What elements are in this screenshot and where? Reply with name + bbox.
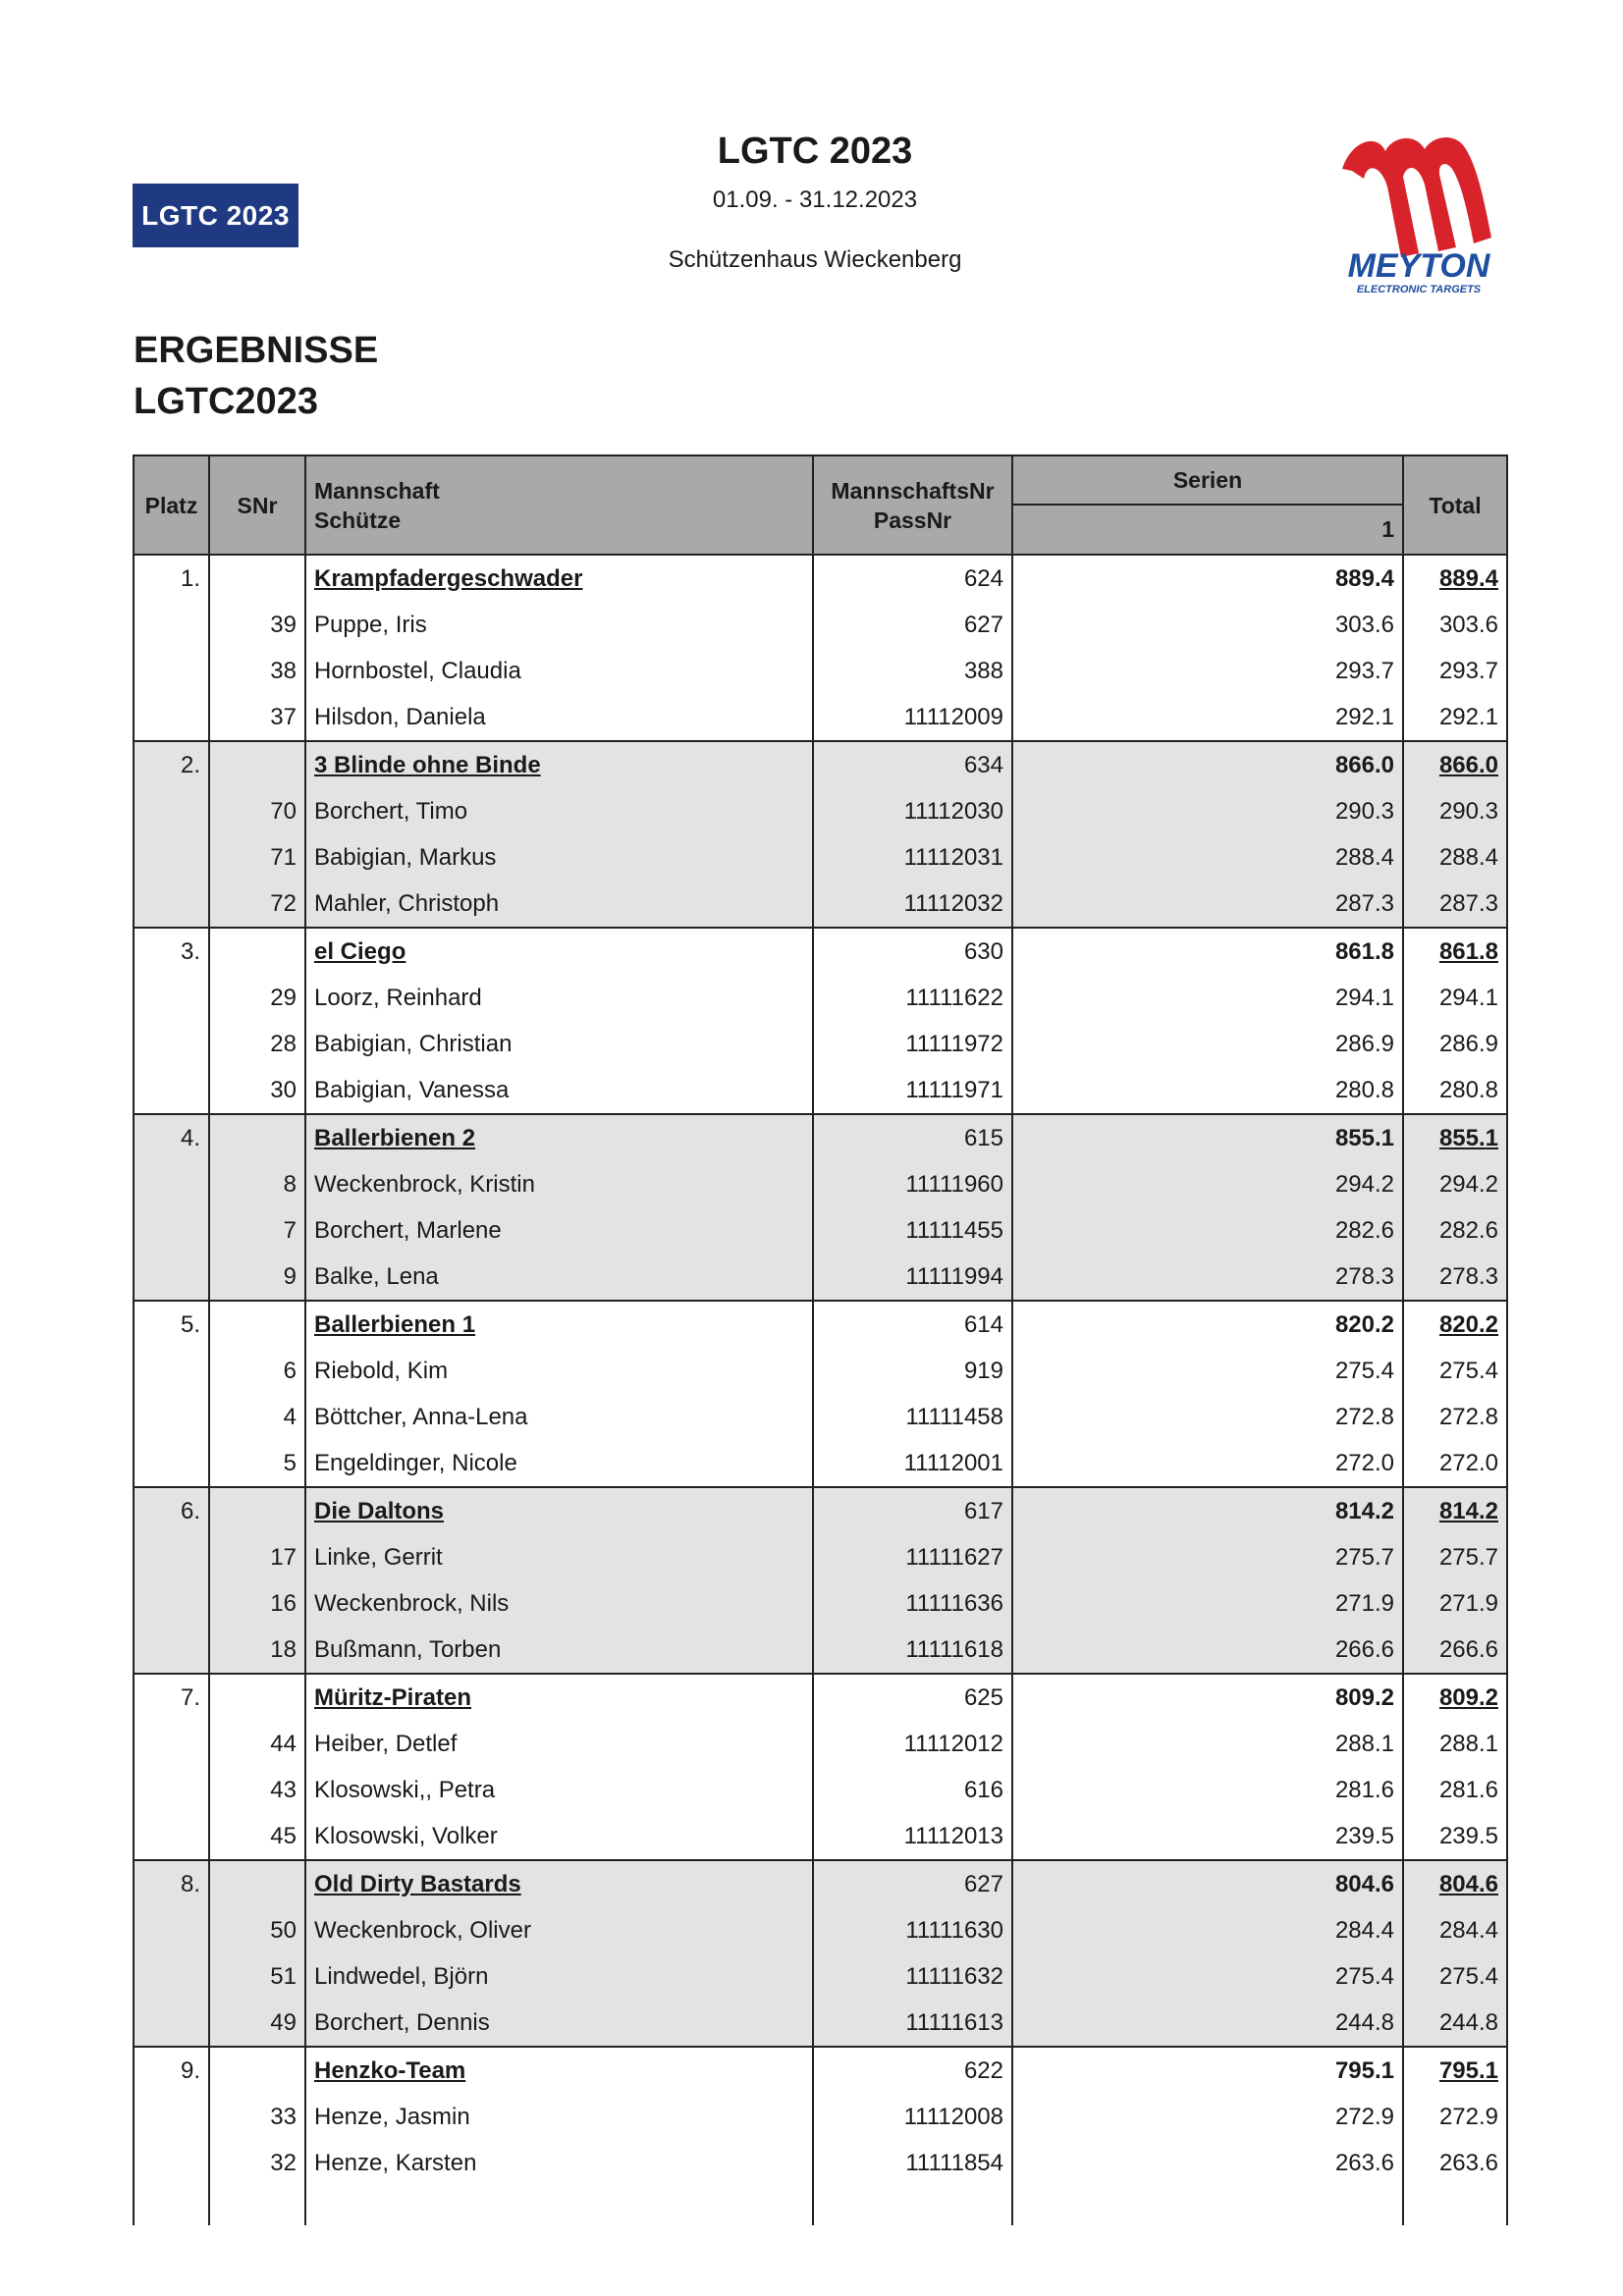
team-number: 617 <box>813 1487 1012 1534</box>
shooter-passnr: 388 <box>813 648 1012 694</box>
shooter-row <box>134 1348 1507 1394</box>
shooter-total: 272.8 <box>1403 1394 1507 1440</box>
shooter-row <box>134 1440 1507 1487</box>
shooter-passnr: 11111994 <box>813 1254 1012 1301</box>
shooter-snr: 37 <box>209 694 305 741</box>
shooter-serie: 292.1 <box>1012 694 1403 741</box>
shooter-total: 275.7 <box>1403 1534 1507 1580</box>
col-mannschaft-label: Mannschaft <box>314 477 440 504</box>
shooter-passnr: 11112031 <box>813 834 1012 881</box>
team-name-label: Henzko-Team <box>314 2056 466 2084</box>
shooter-serie: 266.6 <box>1012 1627 1403 1674</box>
team-row <box>134 1674 1507 1721</box>
shooter-row <box>134 1067 1507 1114</box>
shooter-platz <box>134 1534 209 1580</box>
team-name <box>305 928 813 975</box>
shooter-total: 271.9 <box>1403 1580 1507 1627</box>
team-serie: 855.1 <box>1012 1114 1403 1161</box>
team-serie: 866.0 <box>1012 741 1403 788</box>
shooter-serie: 286.9 <box>1012 1021 1403 1067</box>
shooter-serie: 239.5 <box>1012 1813 1403 1860</box>
shooter-name: Hilsdon, Daniela <box>305 694 813 741</box>
shooter-snr: 32 <box>209 2140 305 2186</box>
team-snr <box>209 1487 305 1534</box>
shooter-passnr: 11112030 <box>813 788 1012 834</box>
team-number: 625 <box>813 1674 1012 1721</box>
shooter-serie: 272.9 <box>1012 2094 1403 2140</box>
shooter-platz <box>134 1161 209 1207</box>
shooter-total: 294.1 <box>1403 975 1507 1021</box>
team-row <box>134 2047 1507 2094</box>
col-schuetze-label: Schütze <box>314 507 402 533</box>
shooter-row <box>134 648 1507 694</box>
shooter-row <box>134 1813 1507 1860</box>
team-platz: 4. <box>134 1114 209 1161</box>
team-snr <box>209 1301 305 1348</box>
shooter-snr: 4 <box>209 1394 305 1440</box>
shooter-name: Lindwedel, Björn <box>305 1953 813 2000</box>
shooter-passnr: 11112013 <box>813 1813 1012 1860</box>
shooter-snr: 33 <box>209 2094 305 2140</box>
col-platz: Platz <box>134 455 209 555</box>
team-total-value: 804.6 <box>1438 1870 1498 1897</box>
shooter-row <box>134 1721 1507 1767</box>
team-platz: 2. <box>134 741 209 788</box>
team-snr <box>209 741 305 788</box>
shooter-passnr: 11111960 <box>813 1161 1012 1207</box>
shooter-snr: 70 <box>209 788 305 834</box>
shooter-serie: 272.0 <box>1012 1440 1403 1487</box>
shooter-passnr: 11112012 <box>813 1721 1012 1767</box>
shooter-snr: 71 <box>209 834 305 881</box>
shooter-serie: 281.6 <box>1012 1767 1403 1813</box>
team-platz: 7. <box>134 1674 209 1721</box>
spacer-cell <box>209 2186 305 2225</box>
team-total <box>1403 1487 1507 1534</box>
shooter-row <box>134 1627 1507 1674</box>
shooter-name: Puppe, Iris <box>305 602 813 648</box>
team-name-label: 3 Blinde ohne Binde <box>314 751 541 778</box>
shooter-platz <box>134 975 209 1021</box>
shooter-name: Borchert, Marlene <box>305 1207 813 1254</box>
team-row <box>134 1487 1507 1534</box>
team-name-label: Müritz-Piraten <box>314 1683 472 1711</box>
shooter-platz <box>134 694 209 741</box>
team-row <box>134 1301 1507 1348</box>
shooter-platz <box>134 1348 209 1394</box>
shooter-total: 284.4 <box>1403 1907 1507 1953</box>
section-subtitle: LGTC2023 <box>134 381 318 422</box>
team-total <box>1403 741 1507 788</box>
team-name <box>305 555 813 602</box>
shooter-total: 282.6 <box>1403 1207 1507 1254</box>
shooter-platz <box>134 1254 209 1301</box>
shooter-row <box>134 1767 1507 1813</box>
team-row <box>134 928 1507 975</box>
shooter-passnr: 11111636 <box>813 1580 1012 1627</box>
shooter-row <box>134 602 1507 648</box>
shooter-snr: 28 <box>209 1021 305 1067</box>
team-name-label: el Ciego <box>314 937 406 965</box>
shooter-snr: 43 <box>209 1767 305 1813</box>
shooter-total: 293.7 <box>1403 648 1507 694</box>
shooter-snr: 16 <box>209 1580 305 1627</box>
shooter-platz <box>134 1440 209 1487</box>
shooter-name: Engeldinger, Nicole <box>305 1440 813 1487</box>
shooter-total: 280.8 <box>1403 1067 1507 1114</box>
shooter-name: Bußmann, Torben <box>305 1627 813 1674</box>
shooter-row <box>134 1953 1507 2000</box>
shooter-row <box>134 1534 1507 1580</box>
shooter-passnr: 11112009 <box>813 694 1012 741</box>
shooter-total: 278.3 <box>1403 1254 1507 1301</box>
shooter-serie: 244.8 <box>1012 2000 1403 2047</box>
shooter-platz <box>134 881 209 928</box>
team-total <box>1403 1114 1507 1161</box>
shooter-passnr: 919 <box>813 1348 1012 1394</box>
team-total <box>1403 928 1507 975</box>
shooter-name: Babigian, Markus <box>305 834 813 881</box>
shooter-name: Henze, Jasmin <box>305 2094 813 2140</box>
shooter-name: Hornbostel, Claudia <box>305 648 813 694</box>
team-serie: 804.6 <box>1012 1860 1403 1907</box>
team-total-value: 795.1 <box>1438 2056 1498 2084</box>
team-number: 634 <box>813 741 1012 788</box>
shooter-snr: 50 <box>209 1907 305 1953</box>
shooter-name: Heiber, Detlef <box>305 1721 813 1767</box>
shooter-total: 272.0 <box>1403 1440 1507 1487</box>
shooter-snr: 49 <box>209 2000 305 2047</box>
shooter-snr: 5 <box>209 1440 305 1487</box>
col-serien: Serien <box>1012 455 1403 505</box>
shooter-platz <box>134 1767 209 1813</box>
shooter-name: Weckenbrock, Oliver <box>305 1907 813 1953</box>
shooter-total: 288.1 <box>1403 1721 1507 1767</box>
shooter-name: Klosowski,, Petra <box>305 1767 813 1813</box>
shooter-snr: 17 <box>209 1534 305 1580</box>
shooter-passnr: 11111854 <box>813 2140 1012 2186</box>
shooter-serie: 287.3 <box>1012 881 1403 928</box>
team-platz: 5. <box>134 1301 209 1348</box>
shooter-row <box>134 694 1507 741</box>
team-serie: 809.2 <box>1012 1674 1403 1721</box>
shooter-total: 266.6 <box>1403 1627 1507 1674</box>
shooter-row <box>134 881 1507 928</box>
shooter-serie: 271.9 <box>1012 1580 1403 1627</box>
team-total-value: 809.2 <box>1438 1683 1498 1711</box>
team-snr <box>209 555 305 602</box>
table-spacer-row <box>134 2186 1507 2225</box>
team-total <box>1403 1860 1507 1907</box>
shooter-name: Riebold, Kim <box>305 1348 813 1394</box>
shooter-serie: 284.4 <box>1012 1907 1403 1953</box>
results-body <box>134 555 1507 2225</box>
team-name-label: Ballerbienen 2 <box>314 1124 476 1151</box>
shooter-serie: 294.2 <box>1012 1161 1403 1207</box>
shooter-total: 275.4 <box>1403 1953 1507 2000</box>
shooter-snr: 51 <box>209 1953 305 2000</box>
shooter-total: 272.9 <box>1403 2094 1507 2140</box>
spacer-cell <box>134 2186 209 2225</box>
shooter-row <box>134 1907 1507 1953</box>
shooter-passnr: 11111622 <box>813 975 1012 1021</box>
team-total-value: 889.4 <box>1438 564 1498 592</box>
shooter-name: Mahler, Christoph <box>305 881 813 928</box>
team-serie: 795.1 <box>1012 2047 1403 2094</box>
shooter-total: 244.8 <box>1403 2000 1507 2047</box>
team-total <box>1403 1301 1507 1348</box>
shooter-row <box>134 2094 1507 2140</box>
shooter-total: 303.6 <box>1403 602 1507 648</box>
shooter-serie: 293.7 <box>1012 648 1403 694</box>
team-name <box>305 1487 813 1534</box>
shooter-platz <box>134 1067 209 1114</box>
shooter-serie: 278.3 <box>1012 1254 1403 1301</box>
shooter-snr: 29 <box>209 975 305 1021</box>
shooter-name: Henze, Karsten <box>305 2140 813 2186</box>
team-name <box>305 1114 813 1161</box>
shooter-platz <box>134 1813 209 1860</box>
shooter-platz <box>134 1580 209 1627</box>
col-serie-1: 1 <box>1012 505 1403 555</box>
spacer-cell <box>813 2186 1012 2225</box>
shooter-platz <box>134 1627 209 1674</box>
shooter-serie: 282.6 <box>1012 1207 1403 1254</box>
shooter-name: Borchert, Dennis <box>305 2000 813 2047</box>
team-number: 627 <box>813 1860 1012 1907</box>
shooter-serie: 275.7 <box>1012 1534 1403 1580</box>
team-number: 614 <box>813 1301 1012 1348</box>
event-badge: LGTC 2023 <box>133 184 298 247</box>
team-total <box>1403 2047 1507 2094</box>
shooter-snr: 9 <box>209 1254 305 1301</box>
team-total-value: 855.1 <box>1438 1124 1498 1151</box>
shooter-name: Borchert, Timo <box>305 788 813 834</box>
event-dates: 01.09. - 31.12.2023 <box>712 187 918 213</box>
logo-word: MEYTON <box>1347 247 1490 285</box>
shooter-snr: 45 <box>209 1813 305 1860</box>
event-venue: Schützenhaus Wieckenberg <box>668 246 962 273</box>
shooter-row <box>134 1580 1507 1627</box>
shooter-platz <box>134 2094 209 2140</box>
col-total: Total <box>1403 455 1507 555</box>
shooter-passnr: 11111630 <box>813 1907 1012 1953</box>
section-title: ERGEBNISSE <box>134 330 379 371</box>
shooter-total: 275.4 <box>1403 1348 1507 1394</box>
shooter-name: Weckenbrock, Nils <box>305 1580 813 1627</box>
results-table <box>133 454 1508 2225</box>
spacer-cell <box>1012 2186 1403 2225</box>
shooter-name: Babigian, Vanessa <box>305 1067 813 1114</box>
shooter-platz <box>134 1721 209 1767</box>
shooter-serie: 263.6 <box>1012 2140 1403 2186</box>
spacer-cell <box>305 2186 813 2225</box>
shooter-passnr: 11111632 <box>813 1953 1012 2000</box>
col-mannschaft <box>305 455 813 555</box>
shooter-row <box>134 2000 1507 2047</box>
team-row <box>134 741 1507 788</box>
shooter-serie: 280.8 <box>1012 1067 1403 1114</box>
team-name <box>305 1674 813 1721</box>
team-serie: 814.2 <box>1012 1487 1403 1534</box>
shooter-platz <box>134 834 209 881</box>
team-name <box>305 1860 813 1907</box>
shooter-row <box>134 1207 1507 1254</box>
team-number: 622 <box>813 2047 1012 2094</box>
shooter-platz <box>134 1907 209 1953</box>
logo-subtitle: ELECTRONIC TARGETS <box>1356 284 1482 295</box>
shooter-passnr: 11111972 <box>813 1021 1012 1067</box>
shooter-row <box>134 1394 1507 1440</box>
shooter-total: 288.4 <box>1403 834 1507 881</box>
shooter-passnr: 11111613 <box>813 2000 1012 2047</box>
shooter-snr: 6 <box>209 1348 305 1394</box>
team-name <box>305 2047 813 2094</box>
shooter-snr: 38 <box>209 648 305 694</box>
shooter-total: 263.6 <box>1403 2140 1507 2186</box>
shooter-total: 286.9 <box>1403 1021 1507 1067</box>
shooter-platz <box>134 602 209 648</box>
shooter-passnr: 11111458 <box>813 1394 1012 1440</box>
team-platz: 8. <box>134 1860 209 1907</box>
shooter-passnr: 11111627 <box>813 1534 1012 1580</box>
shooter-total: 287.3 <box>1403 881 1507 928</box>
team-total <box>1403 1674 1507 1721</box>
shooter-snr: 72 <box>209 881 305 928</box>
team-total-value: 820.2 <box>1438 1310 1498 1338</box>
shooter-row <box>134 788 1507 834</box>
shooter-passnr: 616 <box>813 1767 1012 1813</box>
shooter-passnr: 11111618 <box>813 1627 1012 1674</box>
team-snr <box>209 2047 305 2094</box>
shooter-serie: 303.6 <box>1012 602 1403 648</box>
shooter-snr: 44 <box>209 1721 305 1767</box>
team-name-label: Old Dirty Bastards <box>314 1870 521 1897</box>
shooter-snr: 8 <box>209 1161 305 1207</box>
team-row <box>134 555 1507 602</box>
team-snr <box>209 1674 305 1721</box>
team-snr <box>209 928 305 975</box>
event-title: LGTC 2023 <box>717 131 913 172</box>
team-platz: 9. <box>134 2047 209 2094</box>
shooter-row <box>134 834 1507 881</box>
team-platz: 3. <box>134 928 209 975</box>
shooter-serie: 275.4 <box>1012 1953 1403 2000</box>
shooter-name: Böttcher, Anna-Lena <box>305 1394 813 1440</box>
shooter-serie: 272.8 <box>1012 1394 1403 1440</box>
team-platz: 6. <box>134 1487 209 1534</box>
shooter-passnr: 11111455 <box>813 1207 1012 1254</box>
team-number: 630 <box>813 928 1012 975</box>
shooter-platz <box>134 2140 209 2186</box>
team-name-label: Ballerbienen 1 <box>314 1310 476 1338</box>
shooter-total: 292.1 <box>1403 694 1507 741</box>
shooter-passnr: 11111971 <box>813 1067 1012 1114</box>
shooter-serie: 290.3 <box>1012 788 1403 834</box>
shooter-total: 294.2 <box>1403 1161 1507 1207</box>
shooter-platz <box>134 2000 209 2047</box>
shooter-serie: 288.1 <box>1012 1721 1403 1767</box>
shooter-snr: 39 <box>209 602 305 648</box>
shooter-row <box>134 1161 1507 1207</box>
shooter-total: 281.6 <box>1403 1767 1507 1813</box>
team-platz: 1. <box>134 555 209 602</box>
shooter-platz <box>134 788 209 834</box>
team-name <box>305 1301 813 1348</box>
team-total <box>1403 555 1507 602</box>
shooter-passnr: 627 <box>813 602 1012 648</box>
shooter-platz <box>134 648 209 694</box>
spacer-cell <box>1403 2186 1507 2225</box>
shooter-name: Balke, Lena <box>305 1254 813 1301</box>
logo-mark-icon <box>1342 137 1491 257</box>
shooter-name: Klosowski, Volker <box>305 1813 813 1860</box>
shooter-row <box>134 975 1507 1021</box>
shooter-name: Linke, Gerrit <box>305 1534 813 1580</box>
shooter-serie: 275.4 <box>1012 1348 1403 1394</box>
team-name-label: Die Daltons <box>314 1497 445 1524</box>
shooter-name: Loorz, Reinhard <box>305 975 813 1021</box>
shooter-row <box>134 1021 1507 1067</box>
col-snr: SNr <box>209 455 305 555</box>
team-total-value: 866.0 <box>1438 751 1498 778</box>
team-serie: 820.2 <box>1012 1301 1403 1348</box>
shooter-total: 290.3 <box>1403 788 1507 834</box>
team-snr <box>209 1114 305 1161</box>
col-mannschaftsnr-label: MannschaftsNr <box>831 477 995 504</box>
team-snr <box>209 1860 305 1907</box>
team-row <box>134 1114 1507 1161</box>
shooter-platz <box>134 1021 209 1067</box>
team-row <box>134 1860 1507 1907</box>
shooter-snr: 30 <box>209 1067 305 1114</box>
shooter-platz <box>134 1394 209 1440</box>
team-serie: 889.4 <box>1012 555 1403 602</box>
shooter-passnr: 11112008 <box>813 2094 1012 2140</box>
team-name <box>305 741 813 788</box>
shooter-snr: 18 <box>209 1627 305 1674</box>
shooter-serie: 288.4 <box>1012 834 1403 881</box>
team-total-value: 814.2 <box>1438 1497 1498 1524</box>
team-number: 615 <box>813 1114 1012 1161</box>
shooter-name: Babigian, Christian <box>305 1021 813 1067</box>
team-serie: 861.8 <box>1012 928 1403 975</box>
shooter-passnr: 11112001 <box>813 1440 1012 1487</box>
team-name-label: Krampfadergeschwader <box>314 564 583 592</box>
team-total-value: 861.8 <box>1438 937 1498 965</box>
col-passnr-label: PassNr <box>873 507 952 533</box>
shooter-row <box>134 2140 1507 2186</box>
col-mannschaftsnr <box>813 455 1012 555</box>
meyton-logo <box>1330 130 1507 301</box>
team-number: 624 <box>813 555 1012 602</box>
shooter-platz <box>134 1207 209 1254</box>
shooter-total: 239.5 <box>1403 1813 1507 1860</box>
shooter-platz <box>134 1953 209 2000</box>
shooter-serie: 294.1 <box>1012 975 1403 1021</box>
shooter-passnr: 11112032 <box>813 881 1012 928</box>
shooter-row <box>134 1254 1507 1301</box>
shooter-name: Weckenbrock, Kristin <box>305 1161 813 1207</box>
shooter-snr: 7 <box>209 1207 305 1254</box>
